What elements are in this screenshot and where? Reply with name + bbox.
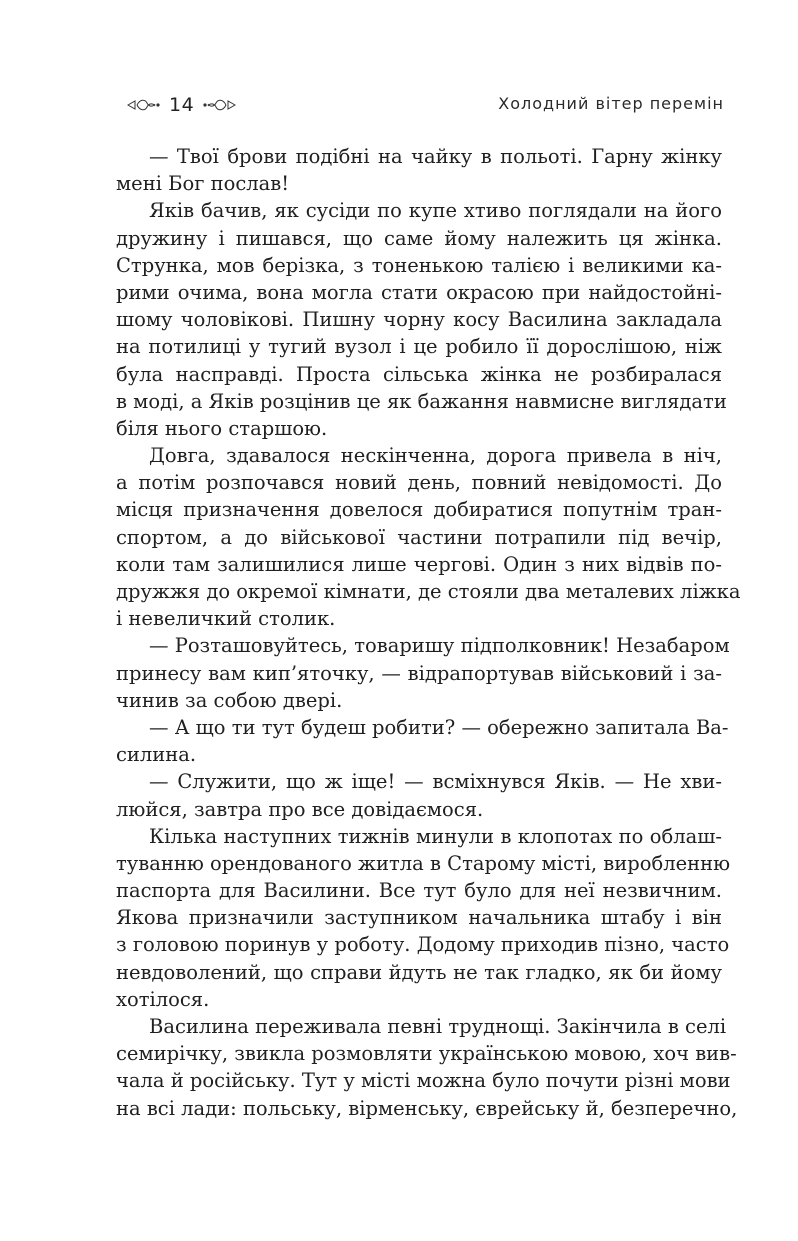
text-line: невдоволений, що справи йдуть не так гладко, як би йому	[116, 960, 722, 984]
text-line: Яків бачив, як сусіди по купе хтиво поглядали на його	[149, 199, 722, 223]
text-line: місця призначення довелося добиратися попутнім тран-	[116, 498, 722, 522]
text-line: шому чоловікові. Пишну чорну косу Василина закладала	[116, 308, 722, 332]
page-header	[127, 92, 724, 118]
text-line: — А що ти тут будеш робити? — обережно запитала Ва-	[149, 715, 729, 739]
running-title: Холодний вітер перемін	[498, 94, 724, 113]
text-line: чала й російську. Тут у місті можна було почути різні мови	[116, 1069, 731, 1093]
text-line: дружжя до окремої кімнати, де стояли два металевих ліжка	[116, 580, 741, 603]
text-line: в моді, а Яків розцінив це як бажання навмисне виглядати	[116, 389, 727, 413]
text-line: з головою поринув у роботу. Додому приходив пізно, часто	[116, 933, 730, 957]
text-line: туванню орендованого житла в Старому місті, виробленню	[116, 851, 731, 875]
text-line: була насправді. Проста сільська жінка не розбиралася	[116, 362, 722, 386]
text-line: Якова призначили заступником начальника штабу і він	[116, 906, 722, 930]
paragraph	[116, 197, 727, 442]
text-line: коли там залишилися лише чергові. Один з них відвів по-	[116, 552, 722, 576]
text-line: семирічку, звикла розмовляти українською мовою, хоч вив-	[116, 1042, 737, 1066]
paragraph	[116, 768, 722, 822]
text-line: мені Бог послав!	[116, 172, 290, 196]
floral-ornament-icon	[202, 98, 236, 112]
text-line: а потім розпочався новий день, повний невідомості. До	[116, 471, 722, 495]
paragraph	[116, 714, 729, 768]
text-line: дружину і пишався, що саме йому належить ця жінка.	[116, 226, 722, 250]
text-line: паспорта для Василини. Все тут було для неї незвичним.	[116, 879, 722, 903]
text-line: рими очима, вона могла стати окрасою при найдостойні-	[116, 280, 722, 304]
text-line: чинив за собою двері.	[116, 688, 343, 712]
paragraph	[116, 1013, 738, 1122]
text-line: хотілося.	[116, 987, 210, 1011]
text-line: принесу вам кип’яточку, — відрапортував військовий і за-	[116, 661, 722, 685]
body-text	[116, 143, 741, 1122]
text-line: люйся, завтра про все довідаємося.	[116, 797, 484, 821]
text-line: Василина переживала певні труднощі. Закінчила в селі	[149, 1015, 727, 1038]
text-line: — Твої брови подібні на чайку в польоті. Гарну жінку	[149, 145, 722, 168]
text-line: Кілька наступних тижнів минули в клопотах по облаш-	[149, 824, 722, 848]
page-number: 14	[169, 94, 195, 116]
paragraph	[116, 442, 741, 632]
text-line: і невеличкий столик.	[116, 607, 336, 631]
text-line: силина.	[116, 743, 197, 767]
paragraph	[116, 823, 731, 1013]
text-line: Довга, здавалося нескінченна, дорога привела в ніч,	[149, 444, 722, 468]
paragraph	[116, 143, 722, 197]
text-line: — Служити, що ж іще! — всміхнувся Яків. — Не хви-	[149, 770, 722, 794]
floral-ornament-icon	[127, 98, 161, 112]
text-line: спортом, а до військової частини потрапили під вечір,	[116, 525, 722, 549]
text-line: Струнка, мов берізка, з тоненькою талією і великими ка-	[116, 253, 722, 277]
text-line: — Розташовуйтесь, товаришу підполковник! Незабаром	[149, 634, 730, 658]
text-line: на потилиці у тугий вузол і це робило її дорослішою, ніж	[116, 335, 722, 359]
text-line: на всі лади: польську, вірменську, єврейську й, безперечно,	[116, 1096, 738, 1120]
text-line: біля нього старшою.	[116, 416, 328, 440]
page-number-block	[127, 92, 236, 118]
paragraph	[116, 632, 730, 714]
